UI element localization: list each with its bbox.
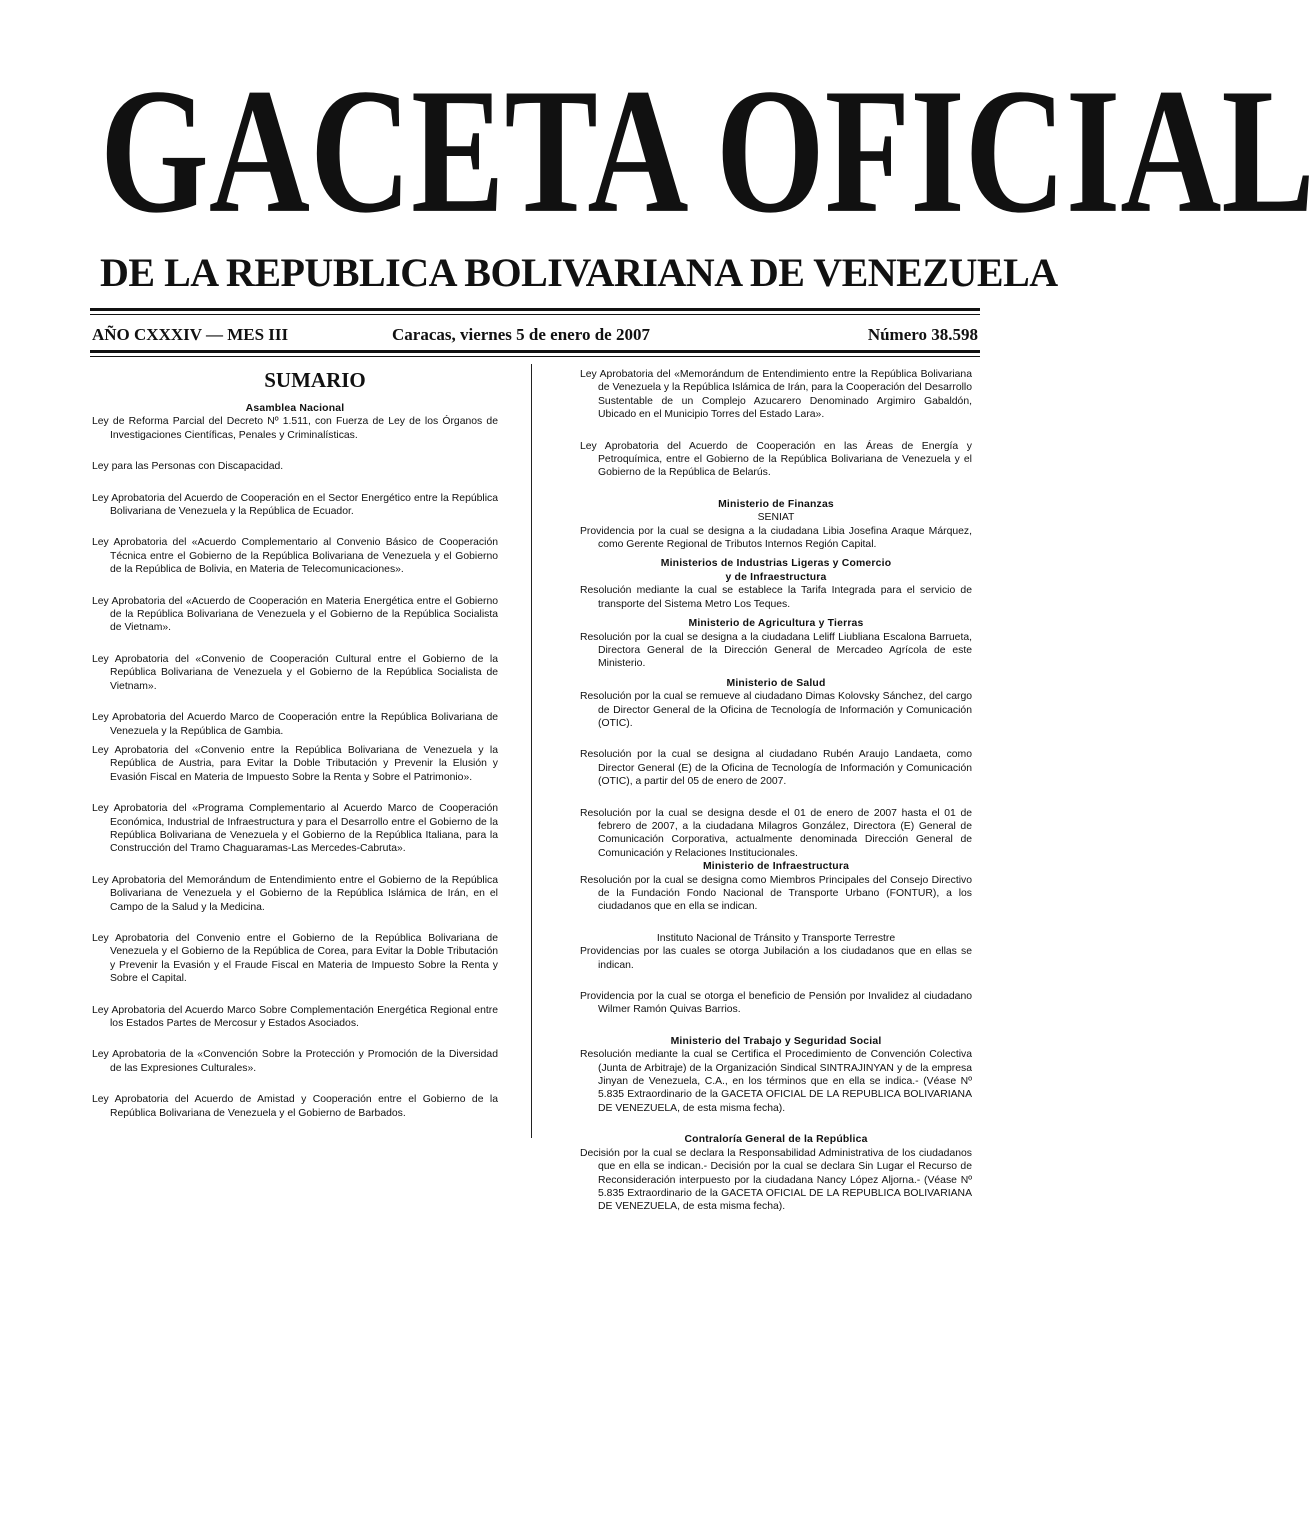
section-ministerio-finanzas: Ministerio de Finanzas (718, 498, 834, 510)
section-ministerio-salud: Ministerio de Salud (726, 677, 826, 689)
sumario-entry: Ley Aprobatoria del Acuerdo Marco Sobre Complementación Energética Regional entre los Estados Partes de Mercosur y Estados Asociados. (92, 1004, 498, 1029)
sumario-entry: Resolución por la cual se designa al ciudadano Rubén Araujo Landaeta, como Director General (E) de la Oficina de Tecnología de Información y Comunicación (OTIC), a partir del 05 de enero de 2007. (580, 749, 972, 788)
sumario-entry: Providencia por la cual se otorga el beneficio de Pensión por Invalidez al ciudadano Wilmer Ramón Quivas Barrios. (580, 991, 972, 1016)
subsection-inttt: Instituto Nacional de Tránsito y Transporte Terrestre (656, 932, 896, 944)
sumario-entry: Ley Aprobatoria del Acuerdo de Cooperación en las Áreas de Energía y Petroquímica, entre el Gobierno de la República Bolivariana de Venezuela y el Gobierno de la República de Belarús. (580, 440, 972, 479)
sumario-entry: Ley para las Personas con Discapacidad. (92, 461, 284, 473)
section-ministerio-industrias-line2: y de Infraestructura (725, 571, 827, 583)
sumario-entry: Ley de Reforma Parcial del Decreto Nº 1.511, con Fuerza de Ley de los Órganos de Investigaciones Científicas, Penales y Criminalísticas. (92, 416, 498, 441)
sumario-entry: Resolución por la cual se designa a la ciudadana Leliff Liubliana Escalona Barrueta, Directora General de la Dirección General de Mercadeo Agrícola de este Ministerio. (580, 631, 972, 670)
sumario-entry: Ley Aprobatoria del «Convenio de Cooperación Cultural entre el Gobierno de la República Bolivariana de Venezuela y el Gobierno de la República Socialista de Vietnam». (92, 653, 498, 692)
sumario-left-column (92, 362, 498, 1138)
sumario-entry: Ley Aprobatoria del Acuerdo de Amistad y Cooperación entre el Gobierno de la República Bolivariana de Venezuela y el Gobierno de Barbados. (92, 1094, 498, 1119)
masthead-subtitle: DE LA REPUBLICA BOLIVARIANA DE VENEZUELA (100, 250, 1058, 295)
sumario-entry: Resolución por la cual se remueve al ciudadano Dimas Kolovsky Sánchez, del cargo de Director General de la Oficina de Tecnología de Información y Comunicación (OTIC). (580, 691, 972, 729)
section-ministerio-trabajo: Ministerio del Trabajo y Seguridad Social (670, 1035, 882, 1047)
sumario-entry: Providencias por las cuales se otorga Jubilación a los ciudadanos que en ellas se indican. (580, 946, 972, 971)
section-contraloria: Contraloría General de la República (684, 1134, 868, 1146)
sumario-entry: Ley Aprobatoria del «Memorándum de Entendimiento entre la República Bolivariana de Venezuela y la República Islámica de Irán, para la Cooperación del Desarrollo Sustentable de un Complejo Azucarero Denominado Argimiro Gabaldón, Ubicado en el Municipio Torres del Estado Lara». (580, 369, 972, 421)
issue-year: AÑO CXXXIV — MES III (92, 325, 289, 344)
issue-date: Caracas, viernes 5 de enero de 2007 (392, 325, 650, 344)
header-rule-top-thin (90, 314, 980, 315)
sumario-entry: Ley Aprobatoria del «Convenio entre la República Bolivariana de Venezuela y la República de Austria, para Evitar la Doble Tributación y Prevenir la Elusión y Evasión Fiscal en Materia de Impuesto Sobre la Renta y Sobre el Patrimonio». (92, 744, 498, 783)
sumario-title: SUMARIO (264, 368, 366, 392)
sumario-entry: Ley Aprobatoria del Acuerdo Marco de Cooperación entre la República Bolivariana de Venezuela y la República de Gambia. (92, 712, 498, 737)
header-rule-bottom (90, 350, 980, 353)
column-divider (531, 364, 532, 1138)
sumario-right-column (580, 368, 972, 1232)
issue-number: Número 38.598 (867, 325, 978, 344)
section-ministerio-infraestructura: Ministerio de Infraestructura (702, 861, 850, 873)
sumario-entry: Ley Aprobatoria de la «Convención Sobre la Protección y Promoción de la Diversidad de las Expresiones Culturales». (92, 1049, 498, 1074)
sumario-entry: Ley Aprobatoria del Convenio entre el Gobierno de la República Bolivariana de Venezuela y el Gobierno de la República de Corea, para Evitar la Doble Tributación y Prevenir la Evasión y el Fraude Fiscal en Materia de Impuesto Sobre la Renta y Sobre el Capital. (92, 932, 498, 985)
masthead-title: GACETA OFICIAL (100, 52, 1315, 251)
sumario-entry: Providencia por la cual se designa a la ciudadana Libia Josefina Araque Márquez, como Gerente Regional de Tributos Internos Región Capital. (580, 525, 972, 551)
subsection-seniat: SENIAT (757, 512, 795, 524)
sumario-entry: Resolución mediante la cual se establece la Tarifa Integrada para el servicio de transporte del Sistema Metro Los Teques. (580, 585, 972, 610)
section-ministerio-industrias: Ministerios de Industrias Ligeras y Comercio (660, 558, 892, 570)
sumario-entry: Ley Aprobatoria del «Acuerdo de Cooperación en Materia Energética entre el Gobierno de la República Bolivariana de Venezuela y el Gobierno de la República Socialista de Vietnam». (92, 595, 498, 634)
sumario-entry: Decisión por la cual se declara la Responsabilidad Administrativa de los ciudadanos que en ella se indican.- Decisión por la cual se declara Sin Lugar el Recurso de Reconsideración interpuesto por la ciudadana Nancy López Aljorna.- (Véase Nº 5.835 Extraordinario de la GACETA OFICIAL DE LA REPUBLICA BOLIVARIANA DE VENEZUELA, de esta misma fecha). (580, 1147, 972, 1213)
header-rule-top (90, 308, 980, 311)
header-rule-bottom-thin (90, 356, 980, 357)
section-asamblea-nacional: Asamblea Nacional (245, 403, 345, 414)
sumario-entry: Resolución por la cual se designa desde el 01 de enero de 2007 hasta el 01 de febrero de 2007, a la ciudadana Milagros González, Directora (E) General de Comunicación Corporativa, actualmente denominada Dirección General de Comunicación y Relaciones Institucionales. (580, 807, 972, 859)
section-ministerio-agricultura: Ministerio de Agricultura y Tierras (688, 618, 864, 630)
sumario-entry: Resolución por la cual se designa como Miembros Principales del Consejo Directivo de la Fundación Fondo Nacional de Transporte Urbano (FONTUR), a los ciudadanos que en ella se indican. (580, 874, 972, 913)
sumario-entry: Ley Aprobatoria del «Programa Complementario al Acuerdo Marco de Cooperación Económica, Industrial de Infraestructura y para el Desarrollo entre el Gobierno de la República Bolivariana de Venezuela y el Gobierno de la República Italiana, para la Construcción del Tramo Chaguaramas-Las Mercedes-Cabruta». (92, 803, 498, 855)
sumario-entry: Ley Aprobatoria del Acuerdo de Cooperación en el Sector Energético entre la República Bolivariana de Venezuela y la República de Ecuador. (92, 492, 498, 518)
sumario-entry: Ley Aprobatoria del «Acuerdo Complementario al Convenio Básico de Cooperación Técnica entre el Gobierno de la República Bolivariana de Venezuela y el Gobierno de la República de Bolivia, en Materia de Telecomunicaciones». (92, 537, 498, 576)
sumario-entry: Ley Aprobatoria del Memorándum de Entendimiento entre el Gobierno de la República Bolivariana de Venezuela y el Gobierno de la República Islámica de Irán, en el Campo de la Salud y la Medicina. (92, 874, 498, 913)
sumario-entry: Resolución mediante la cual se Certifica el Procedimiento de Convención Colectiva (Junta de Arbitraje) de la Organización Sindical SINTRAJINYAN y de la empresa Jinyan de Venezuela, C.A., en los términos que en ella se indica.- (Véase Nº 5.835 Extraordinario de la GACETA OFICIAL DE LA REPUBLICA BOLIVARIANA DE VENEZUELA, de esta misma fecha). (580, 1049, 972, 1114)
issue-info-bar (92, 323, 978, 347)
